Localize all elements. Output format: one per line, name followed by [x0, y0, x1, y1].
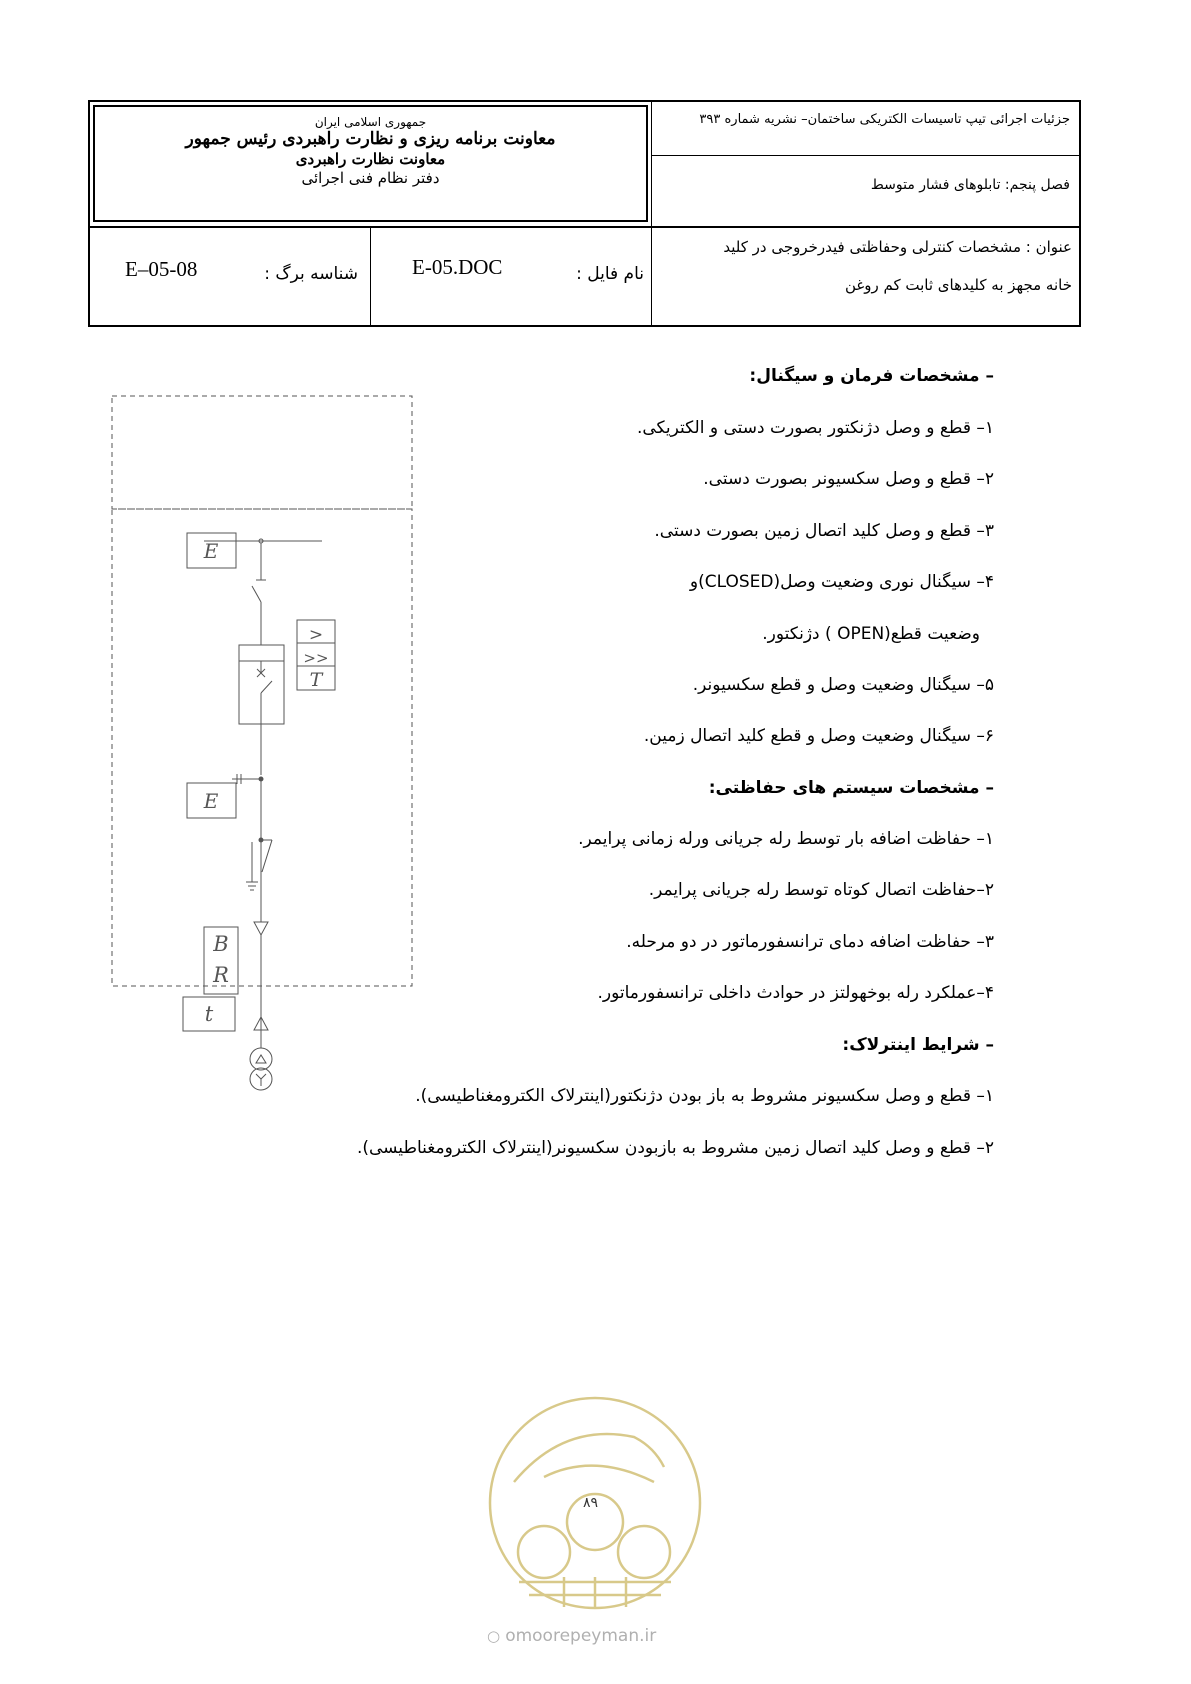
- org-supervision: معاونت نظارت راهبردی: [295, 150, 446, 168]
- sheet-title-line2: خانه مجهز به کلیدهای ثابت کم روغن: [844, 276, 1072, 294]
- tap-node: [259, 777, 263, 781]
- header-row-divider: [90, 226, 1079, 228]
- interlock-heading: – شرایط اینترلاک:: [842, 1035, 994, 1055]
- org-deputy: معاونت برنامه ریزی و نظارت راهبردی رئیس جمهور: [185, 129, 556, 149]
- command-item-4: ۴– سیگنال نوری وضعیت وصل(CLOSED)و: [689, 572, 994, 592]
- relay-overcurrent-label: >: [308, 625, 324, 645]
- website-text: omoorepeyman.ir: [505, 1626, 657, 1646]
- seal-gear-right: [618, 1526, 670, 1578]
- command-item-6: ۶– سیگنال وضعیت وصل و قطع کلید اتصال زمین.: [643, 726, 994, 746]
- earth-blade: [262, 840, 272, 872]
- publication-title: جزئیات اجرائی تیپ تاسیسات الکتریکی ساختمان– نشریه شماره ۳۹۳: [699, 112, 1070, 127]
- label-r: R: [213, 963, 229, 987]
- website-watermark: [487, 1626, 656, 1646]
- transformer-winding-primary: [250, 1048, 272, 1070]
- delta-symbol: [256, 1055, 266, 1063]
- interlock-item-2: ۲– قطع و وصل کلید اتصال زمین مشروط به بازبودن سکسیونر(اینترلاک الکترومغناطیسی).: [356, 1138, 994, 1158]
- chapter-title: فصل پنجم: تابلوهای فشار متوسط: [870, 177, 1070, 193]
- sheet-title-line1: عنوان : مشخصات کنترلی وحفاظتی فیدرخروجی در کلید: [723, 238, 1072, 256]
- seal-calligraphy-stroke-a: [514, 1434, 664, 1482]
- protection-heading: – مشخصات سیستم های حفاظتی:: [708, 778, 994, 798]
- label-b: B: [213, 932, 229, 956]
- command-item-1: ۱– قطع و وصل دژنکتور بصورت دستی و الکتریکی.: [636, 418, 994, 438]
- interlock-item-1: ۱– قطع و وصل سکسیونر مشروط به باز بودن دژنکتور(اینترلاک الکترومغناطیسی).: [415, 1086, 994, 1106]
- header-file-divider: [370, 226, 371, 325]
- org-country: جمهوری اسلامی ایران: [314, 115, 427, 129]
- command-item-5: ۵– سیگنال وضعیت وصل و قطع سکسیونر.: [692, 675, 994, 695]
- disconnector-blade: [252, 586, 261, 602]
- seal-calligraphy-stroke-b: [544, 1466, 654, 1482]
- cubicle-main-compartment: [112, 509, 412, 986]
- protection-item-2: ۲–حفاظت اتصال کوتاه توسط رله جریانی پرایمر.: [648, 880, 994, 900]
- sheet-id-value: E–05-08: [125, 257, 198, 281]
- command-item-2: ۲– قطع و وصل سکسیونر بصورت دستی.: [703, 469, 994, 489]
- header-sub-divider: [651, 155, 1079, 156]
- cable-end-top: [254, 922, 268, 935]
- sheet-id-label: شناسه برگ :: [264, 264, 358, 284]
- label-t: t: [204, 1002, 214, 1026]
- globe-icon: ○: [487, 1627, 501, 1645]
- page-number: ۸۹: [583, 1495, 599, 1511]
- wye-arm-b: [261, 1074, 266, 1079]
- seal-gear-left: [518, 1526, 570, 1578]
- organization-block: [93, 105, 648, 222]
- wye-arm-a: [256, 1074, 261, 1079]
- command-item-4-cont: وضعیت قطع(OPEN ) دژنکتور.: [762, 624, 980, 644]
- header-col-divider: [651, 102, 652, 325]
- label-e-top: E: [203, 539, 219, 563]
- protection-item-4: ۴–عملکرد رله بوخهولتز در حوادث داخلی ترانسفورماتور.: [597, 983, 994, 1003]
- breaker-contact: [261, 681, 272, 693]
- relay-time-label: T: [309, 669, 323, 691]
- header-table: [88, 100, 1081, 327]
- protection-item-1: ۱– حفاظت اضافه بار توسط رله جریانی ورله زمانی پرایمر.: [578, 829, 994, 849]
- org-office: دفتر نظام فنی اجرائی: [301, 169, 440, 187]
- label-e-bottom: E: [203, 789, 219, 813]
- protection-item-3: ۳– حفاظت اضافه دمای ترانسفورماتور در دو مرحله.: [626, 932, 994, 952]
- cubicle-top-compartment: [112, 396, 412, 509]
- relay-shortcircuit-label: >>: [303, 649, 329, 667]
- command-heading: – مشخصات فرمان و سیگنال:: [749, 366, 994, 386]
- file-name-label: نام فایل :: [576, 264, 644, 284]
- feeder-single-line-diagram: [100, 390, 420, 1115]
- file-name-value: E-05.DOC: [412, 255, 503, 279]
- command-item-3: ۳– قطع و وصل کلید اتصال زمین بصورت دستی.: [654, 521, 994, 541]
